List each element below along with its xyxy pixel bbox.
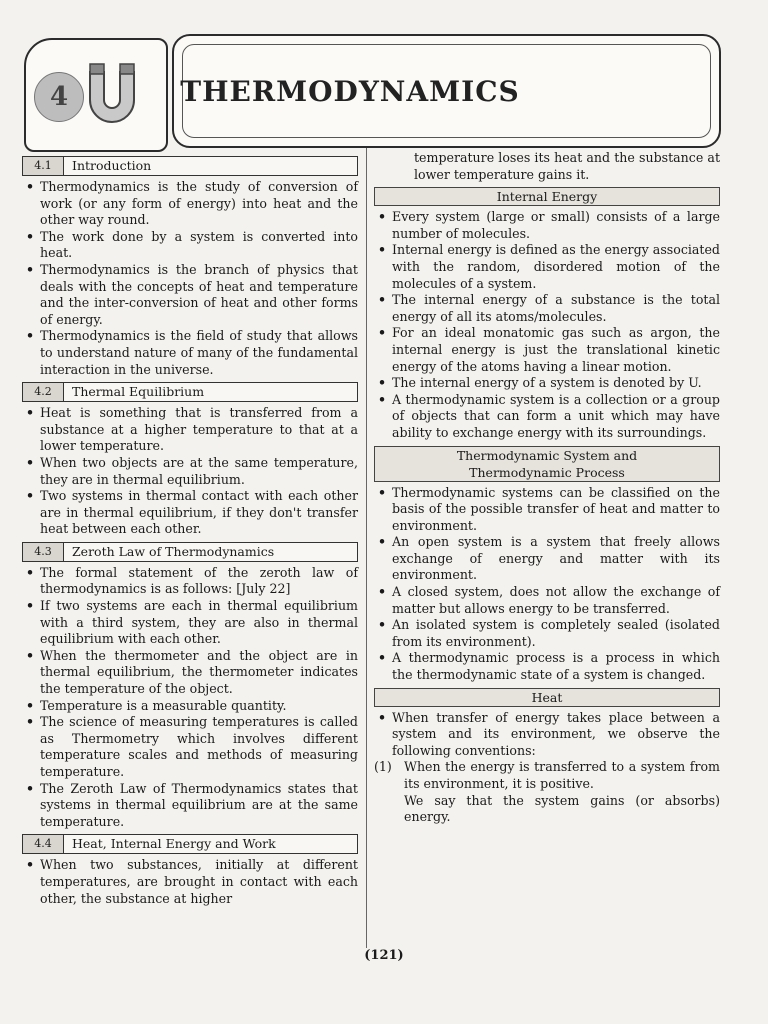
subheading-line: Thermodynamic System and xyxy=(456,447,638,463)
section-number: 4.1 xyxy=(23,157,64,175)
left-column xyxy=(22,152,358,907)
chapter-number: 4 xyxy=(34,72,84,122)
right-column xyxy=(374,150,720,826)
item-text: When the energy is transferred to a system from its environment, it is positive. xyxy=(404,759,720,791)
list-item: • The Zeroth Law of Thermodynamics states that systems in thermal equilibrium are at the same temperature. xyxy=(22,781,358,831)
numbered-item-1 xyxy=(374,759,720,792)
section-heading-4-4 xyxy=(22,834,358,854)
chapter-title: THERMODYNAMICS xyxy=(180,75,520,108)
internal-energy-list xyxy=(374,209,720,441)
list-item: • Thermodynamics is the field of study that allows to understand nature of many of the fundamental interaction in the universe. xyxy=(22,328,358,378)
list-item: • Thermodynamics is the study of conversion of work (or any form of energy) into heat and the other way round. xyxy=(22,179,358,229)
section-title: Heat, Internal Energy and Work xyxy=(72,836,276,852)
list-item: • An open system is a system that freely allows exchange of energy and matter with its environment. xyxy=(374,534,720,584)
heat-list xyxy=(374,710,720,760)
heat-internal-energy-list xyxy=(22,857,358,907)
list-item: • The internal energy of a system is denoted by U. xyxy=(374,375,720,392)
system-process-list xyxy=(374,485,720,684)
subheading-heat: Heat xyxy=(374,688,720,707)
list-item: • When two objects are at the same temperature, they are in thermal equilibrium. xyxy=(22,455,358,488)
subheading-internal-energy: Internal Energy xyxy=(374,187,720,206)
section-heading-4-2 xyxy=(22,382,358,402)
continued-paragraph: temperature loses its heat and the substance at lower temperature gains it. xyxy=(414,150,720,182)
section-title: Thermal Equilibrium xyxy=(72,384,205,400)
section-title: Introduction xyxy=(72,158,152,173)
list-item: • Internal energy is defined as the energy associated with the random, disordered motion of the molecules of a system. xyxy=(374,242,720,292)
subheading-system-process xyxy=(374,446,720,482)
subheading-line: Thermodynamic Process xyxy=(469,464,625,480)
section-number: 4.2 xyxy=(23,383,64,401)
list-item: • For an ideal monatomic gas such as argon, the internal energy is just the translational kinetic energy of the atoms having a linear motion. xyxy=(374,325,720,375)
list-item: • A thermodynamic process is a process in which the thermodynamic state of a system is changed. xyxy=(374,650,720,683)
list-item: • An isolated system is completely sealed (isolated from its environment). xyxy=(374,617,720,650)
list-item: • The internal energy of a substance is the total energy of all its atoms/molecules. xyxy=(374,292,720,325)
section-number: 4.4 xyxy=(23,835,64,853)
list-item: • Thermodynamics is the branch of physics that deals with the concepts of heat and temperature and the inter-conversion of heat and other forms of energy. xyxy=(22,262,358,328)
column-divider xyxy=(366,148,367,948)
zeroth-law-list xyxy=(22,565,358,831)
list-item: • The science of measuring temperatures is called as Thermometry which involves different temperature scales and methods of measuring temperature. xyxy=(22,714,358,780)
item-number: (1) xyxy=(374,759,392,775)
thermal-equilibrium-list xyxy=(22,405,358,538)
section-number: 4.3 xyxy=(23,543,64,561)
section-heading-4-3 xyxy=(22,542,358,562)
list-item: • Two systems in thermal contact with each other are in thermal equilibrium, if they don't transfer heat between each other. xyxy=(22,488,358,538)
item-continuation: We say that the system gains (or absorbs) energy. xyxy=(404,792,720,825)
page-number: (121) xyxy=(364,948,404,963)
list-item: • When transfer of energy takes place between a system and its environment, we observe the following conventions: xyxy=(374,710,720,760)
list-item: • A thermodynamic system is a collection or a group of objects that can form a unit which may have ability to exchange energy with its surroundings. xyxy=(374,392,720,442)
section-heading-4-1 xyxy=(22,156,358,176)
list-item: • Every system (large or small) consists of a large number of molecules. xyxy=(374,209,720,242)
list-item: • If two systems are each in thermal equilibrium with a third system, they are also in thermal equilibrium with each other. xyxy=(22,598,358,648)
list-item: • When the thermometer and the object are in thermal equilibrium, the thermometer indicates the temperature of the object. xyxy=(22,648,358,698)
section-title: Zeroth Law of Thermodynamics xyxy=(72,543,275,559)
list-item: • A closed system, does not allow the exchange of matter but allows energy to be transferred. xyxy=(374,584,720,617)
list-item: • Heat is something that is transferred from a substance at a higher temperature to that at a lower temperature. xyxy=(22,405,358,455)
list-item: • Temperature is a measurable quantity. xyxy=(22,698,358,715)
list-item: • When two substances, initially at different temperatures, are brought in contact with each other, the substance at higher xyxy=(22,857,358,907)
list-item: • Thermodynamic systems can be classified on the basis of the possible transfer of heat and matter to environment. xyxy=(374,485,720,535)
list-item: • The work done by a system is converted into heat. xyxy=(22,229,358,262)
list-item: • The formal statement of the zeroth law of thermodynamics is as follows: [July 22] xyxy=(22,565,358,598)
introduction-list xyxy=(22,179,358,378)
